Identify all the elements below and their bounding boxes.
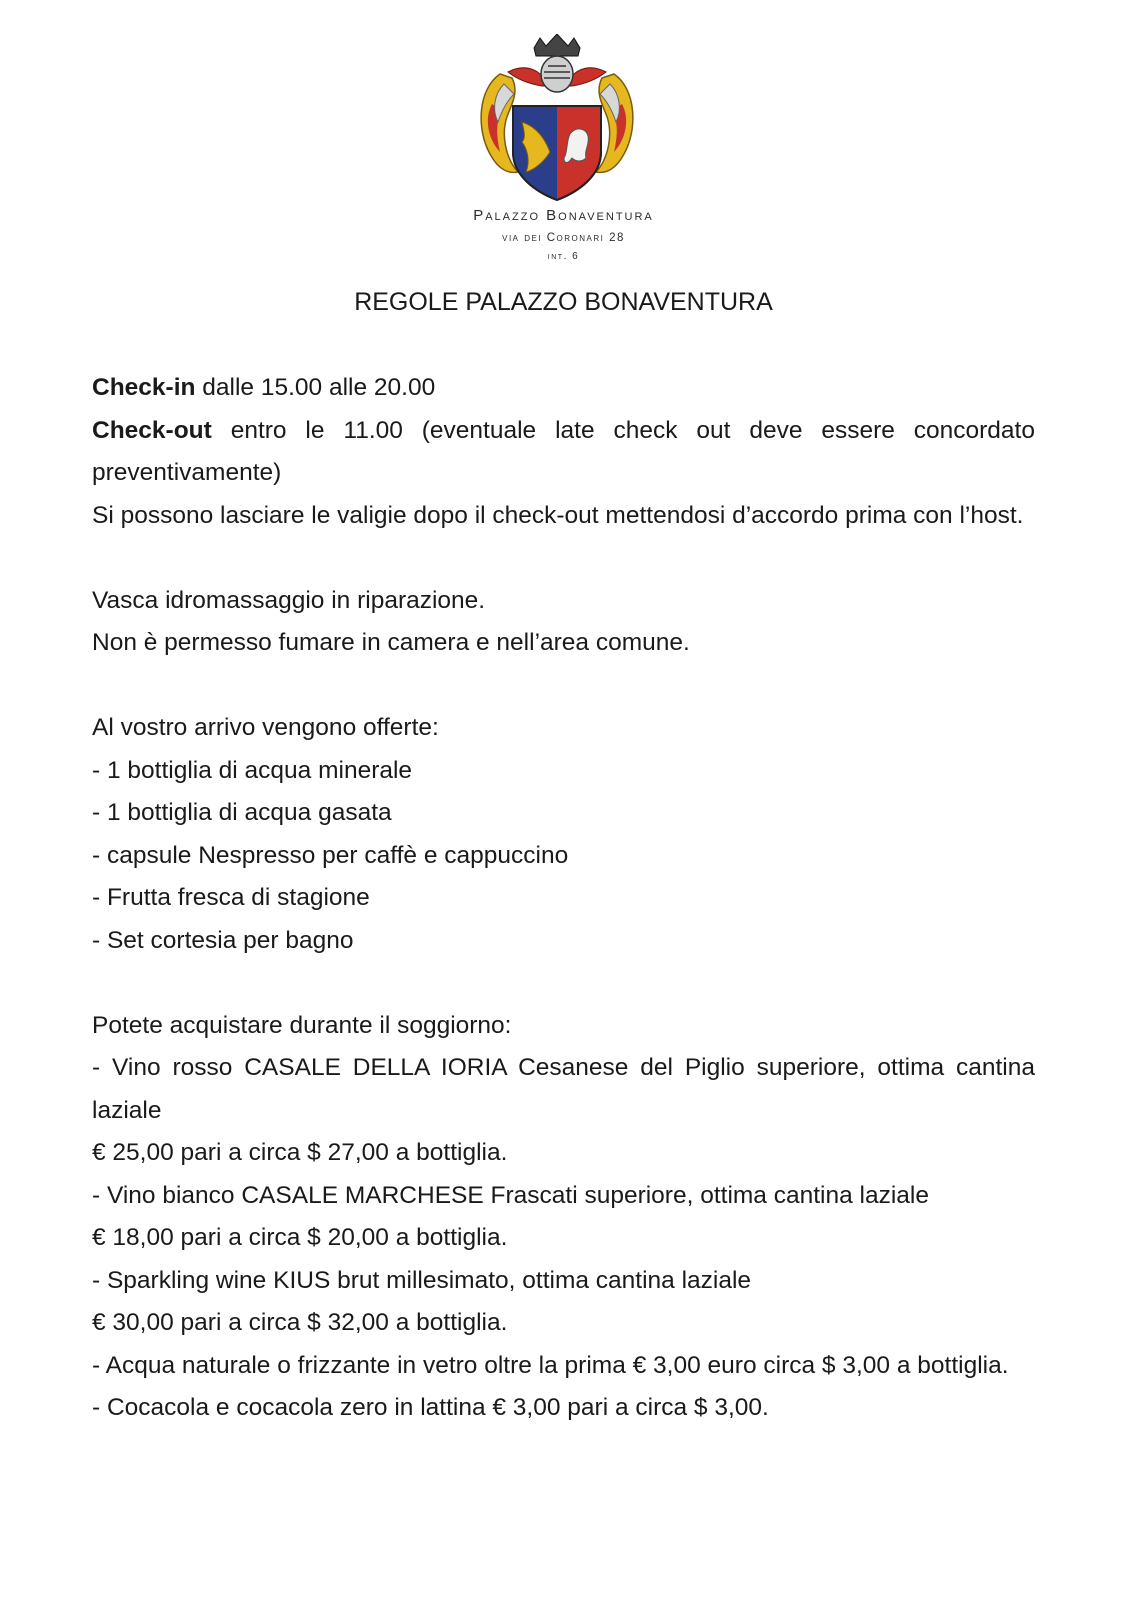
offered-item: - Frutta fresca di stagione <box>92 884 370 911</box>
purchase-line: € 25,00 pari a circa $ 27,00 a bottiglia. <box>92 1139 508 1166</box>
rules-body <box>92 367 1035 1430</box>
purchase-line: - Vino rosso CASALE DELLA IORIA Cesanese del Piglio superiore, ottima cantina laziale <box>92 1054 1035 1124</box>
offered-item: - capsule Nespresso per caffè e cappuccino <box>92 841 569 869</box>
offered-item: - 1 bottiglia di acqua minerale <box>92 756 413 784</box>
purchase-heading: Potete acquistare durante il soggiorno: <box>92 1011 512 1039</box>
checkout-label: Check-out <box>92 416 212 444</box>
checkout-text: entro le 11.00 (eventuale late check out deve essere concordato preventivamente) <box>92 416 1035 486</box>
checkin-label: Check-in <box>92 374 196 401</box>
purchase-line: - Sparkling wine KIUS brut millesimato, ottima cantina laziale <box>92 1266 752 1294</box>
purchase-line: - Vino bianco CASALE MARCHESE Frascati superiore, ottima cantina laziale <box>92 1181 929 1209</box>
purchase-line: - Acqua naturale o frizzante in vetro oltre la prima € 3,00 euro circa $ 3,00 a bottiglia. <box>92 1351 1009 1379</box>
checkin-text: dalle 15.00 alle 20.00 <box>195 374 436 401</box>
checkout-line <box>92 410 1035 495</box>
brand-name: Palazzo Bonaventura <box>473 207 654 224</box>
offered-heading: Al vostro arrivo vengono offerte: <box>92 714 439 741</box>
purchase-line: € 30,00 pari a circa $ 32,00 a bottiglia. <box>92 1309 508 1336</box>
coat-of-arms-icon <box>478 34 636 204</box>
purchase-line: € 18,00 pari a circa $ 20,00 a bottiglia. <box>92 1224 508 1251</box>
checkin-line <box>92 367 1035 410</box>
page-title: REGOLE PALAZZO BONAVENTURA <box>354 288 773 316</box>
luggage-line: Si possono lasciare le valigie dopo il check-out mettendosi d’accordo prima con l’host. <box>92 501 1024 529</box>
offered-item: - 1 bottiglia di acqua gasata <box>92 799 392 826</box>
note-line: Non è permesso fumare in camera e nell’area comune. <box>92 629 690 656</box>
brand-interior: int. 6 <box>547 251 580 262</box>
purchase-line: - Cocacola e cocacola zero in lattina € 3,00 pari a circa $ 3,00. <box>92 1394 769 1421</box>
brand-address: via dei Coronari 28 <box>502 232 625 244</box>
note-line: Vasca idromassaggio in riparazione. <box>92 586 486 614</box>
offered-item: - Set cortesia per bagno <box>92 926 354 954</box>
